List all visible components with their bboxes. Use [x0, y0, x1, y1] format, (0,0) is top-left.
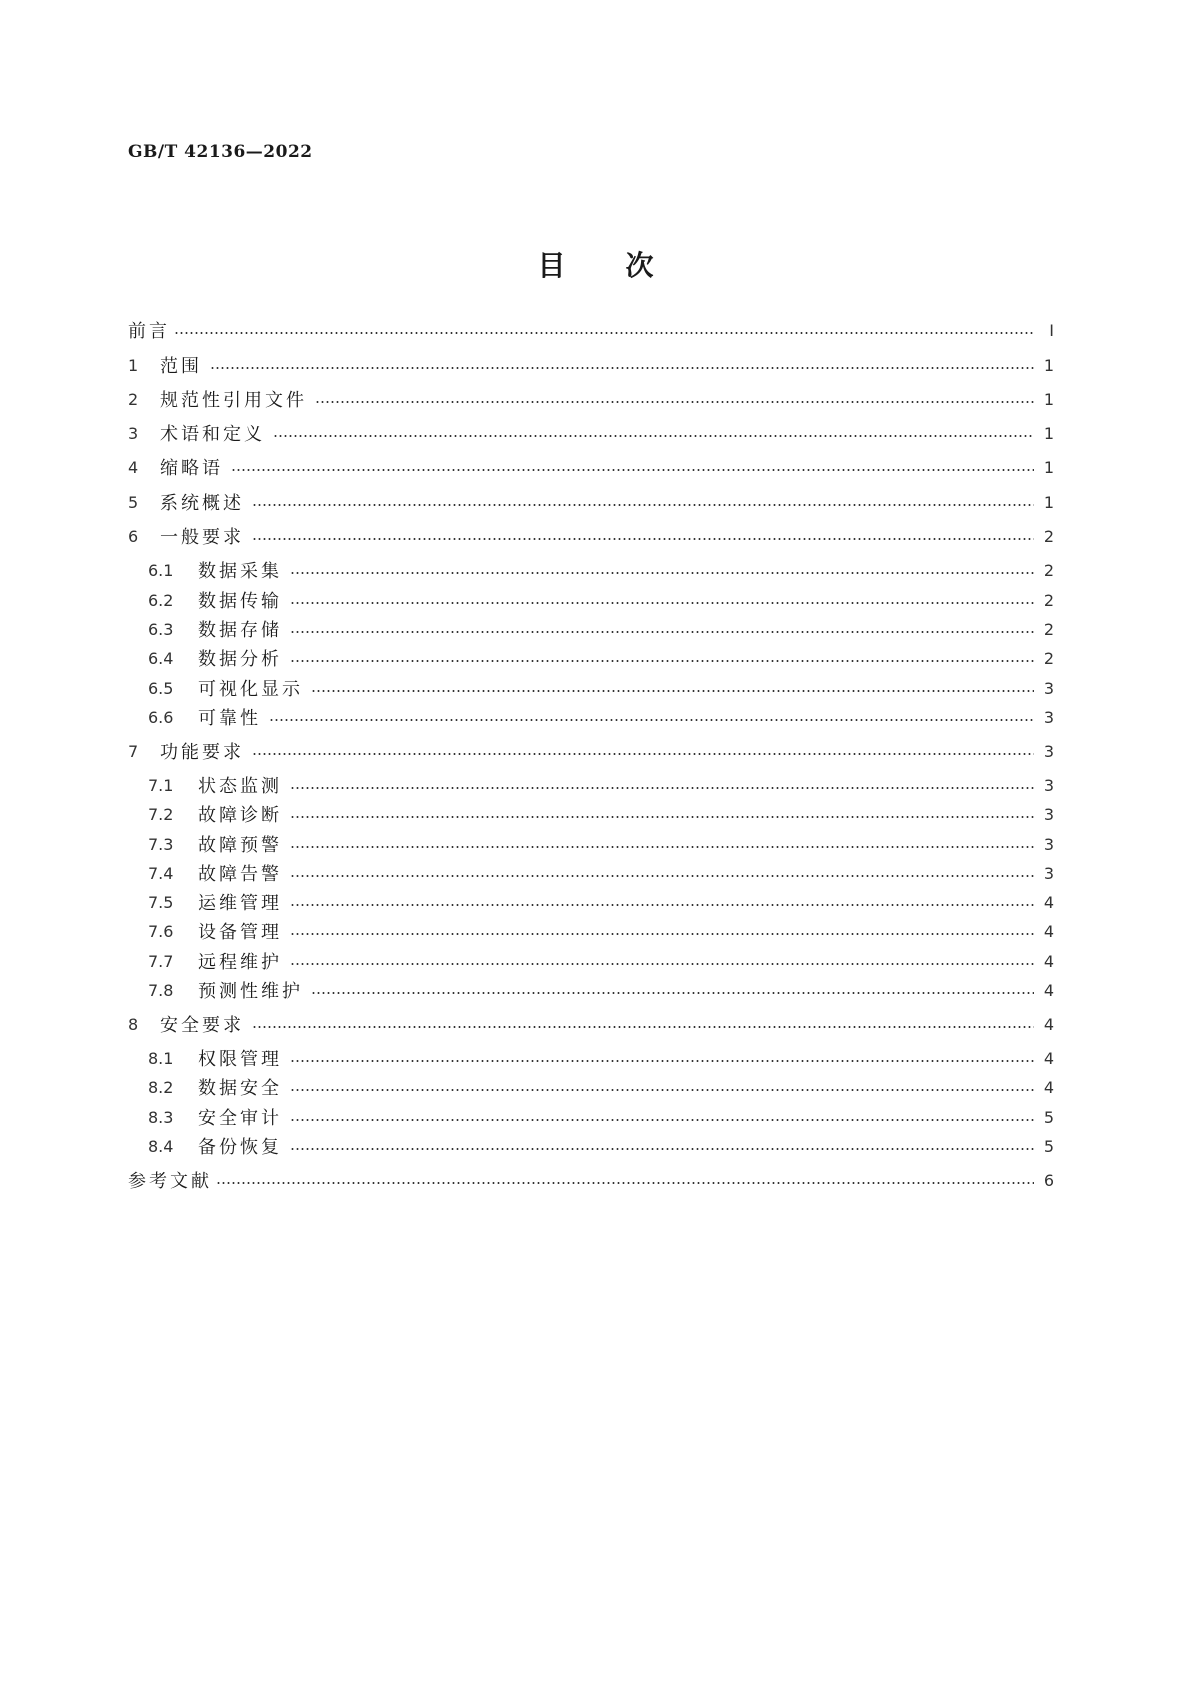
- toc-heading-right: 次: [625, 249, 654, 282]
- toc-entry-number: 8.3: [148, 1107, 174, 1127]
- dot-leader: [290, 1148, 1034, 1150]
- toc-heading: [0, 244, 1191, 284]
- toc-entry-number: 7.7: [148, 951, 174, 971]
- toc-entry-title: 功能要求: [160, 742, 244, 763]
- dot-leader: [290, 572, 1034, 574]
- toc-entry-page: 4: [1043, 1077, 1054, 1097]
- toc-entry-page: 1: [1043, 492, 1054, 512]
- toc-entry-title: 可视化显示: [198, 679, 303, 700]
- toc-entry-title: 安全要求: [160, 1015, 244, 1036]
- toc-entry[interactable]: [128, 420, 1054, 446]
- toc-subentry[interactable]: [148, 675, 1054, 701]
- dot-leader: [273, 435, 1034, 437]
- toc-entry-title: 术语和定义: [160, 424, 265, 445]
- toc-entry-page: 1: [1043, 423, 1054, 443]
- toc-subentry[interactable]: [148, 1074, 1054, 1100]
- dot-leader: [269, 719, 1034, 721]
- dot-leader: [290, 904, 1034, 906]
- toc-entry-title: 故障预警: [198, 835, 282, 856]
- toc-entry-title: 远程维护: [198, 952, 282, 973]
- toc-entry-page: 4: [1043, 1014, 1054, 1034]
- toc-entry[interactable]: [128, 454, 1054, 480]
- toc-entry-page: 2: [1043, 648, 1054, 668]
- toc-entry-title: 数据安全: [198, 1078, 282, 1099]
- toc-entry-number: 5: [128, 492, 139, 512]
- toc-entry-number: 6.4: [148, 648, 174, 668]
- toc-entry-number: 6.5: [148, 678, 174, 698]
- toc-entry-number: 8: [128, 1014, 139, 1034]
- toc-subentry[interactable]: [148, 1045, 1054, 1071]
- toc-entry-number: 7.2: [148, 804, 174, 824]
- toc-entry[interactable]: [128, 489, 1054, 515]
- toc-entry-title: 安全审计: [198, 1108, 282, 1129]
- toc-entry-page: 1: [1043, 389, 1054, 409]
- dot-leader: [231, 469, 1034, 471]
- dot-leader: [252, 538, 1034, 540]
- toc-subentry[interactable]: [148, 587, 1054, 613]
- toc-entry-page: 4: [1043, 921, 1054, 941]
- toc-entry-number: 6.3: [148, 619, 174, 639]
- toc-entry-page: 2: [1043, 590, 1054, 610]
- toc-entry[interactable]: [128, 352, 1054, 378]
- toc-entry-number: 7.8: [148, 980, 174, 1000]
- dot-leader: [290, 787, 1034, 789]
- dot-leader: [315, 401, 1034, 403]
- toc-entry-number: 6.2: [148, 590, 174, 610]
- toc-subentry[interactable]: [148, 948, 1054, 974]
- toc-entry-title: 权限管理: [198, 1049, 282, 1070]
- toc-entry-number: 8.2: [148, 1077, 174, 1097]
- toc-subentry[interactable]: [148, 704, 1054, 730]
- toc-entry-page: 1: [1043, 355, 1054, 375]
- toc-subentry[interactable]: [148, 860, 1054, 886]
- toc-entry-page: 2: [1043, 560, 1054, 580]
- toc-entry-page: 3: [1043, 804, 1054, 824]
- toc-entry-page: 1: [1043, 457, 1054, 477]
- dot-leader: [252, 1026, 1034, 1028]
- toc-entry-page: 4: [1043, 1048, 1054, 1068]
- toc-subentry[interactable]: [148, 977, 1054, 1003]
- toc-entry-title: 状态监测: [198, 776, 282, 797]
- toc-subentry[interactable]: [148, 1133, 1054, 1159]
- toc-entry[interactable]: [128, 1011, 1054, 1037]
- dot-leader: [290, 1060, 1034, 1062]
- toc-subentry[interactable]: [148, 1104, 1054, 1130]
- toc-entry[interactable]: [128, 523, 1054, 549]
- toc-entry-title: 范围: [160, 356, 202, 377]
- toc-entry-page: 3: [1043, 741, 1054, 761]
- dot-leader: [311, 690, 1034, 692]
- toc-entry-page: 3: [1043, 707, 1054, 727]
- toc-entry-number: 7.3: [148, 834, 174, 854]
- toc-subentry[interactable]: [148, 557, 1054, 583]
- dot-leader: [290, 933, 1034, 935]
- toc-subentry[interactable]: [148, 831, 1054, 857]
- toc-entry[interactable]: [128, 386, 1054, 412]
- toc-entry-page: 4: [1043, 980, 1054, 1000]
- dot-leader: [290, 660, 1034, 662]
- toc-entry-number: 3: [128, 423, 139, 443]
- toc-entry-foreword[interactable]: [128, 317, 1054, 343]
- toc-subentry[interactable]: [148, 616, 1054, 642]
- toc-entry-number: 6.1: [148, 560, 174, 580]
- dot-leader: [252, 753, 1034, 755]
- toc-entry-page: 3: [1043, 863, 1054, 883]
- toc-entry-title: 数据传输: [198, 591, 282, 612]
- dot-leader: [290, 631, 1034, 633]
- toc-entry-page: Ⅰ: [1049, 320, 1054, 340]
- toc-entry-page: 4: [1043, 892, 1054, 912]
- toc-entry-title: 预测性维护: [198, 981, 303, 1002]
- toc-entry-title: 数据存储: [198, 620, 282, 641]
- toc-entry-title: 前言: [128, 321, 170, 342]
- toc-entry-title: 设备管理: [198, 922, 282, 943]
- toc-entry-number: 2: [128, 389, 139, 409]
- toc-entry-title: 规范性引用文件: [160, 390, 307, 411]
- dot-leader: [252, 504, 1034, 506]
- dot-leader: [174, 332, 1034, 334]
- toc-entry-number: 7: [128, 741, 139, 761]
- toc-entry-number: 7.4: [148, 863, 174, 883]
- dot-leader: [290, 1119, 1034, 1121]
- toc-heading-left: 目: [537, 249, 566, 282]
- toc-entry-number: 7.5: [148, 892, 174, 912]
- toc-subentry[interactable]: [148, 645, 1054, 671]
- toc-entry-number: 6: [128, 526, 139, 546]
- toc-entry-bibliography[interactable]: [128, 1167, 1054, 1193]
- toc-entry[interactable]: [128, 738, 1054, 764]
- toc-entry-page: 3: [1043, 834, 1054, 854]
- dot-leader: [290, 963, 1034, 965]
- toc-subentry[interactable]: [148, 801, 1054, 827]
- toc-entry-title: 可靠性: [198, 708, 261, 729]
- toc-entry-title: 一般要求: [160, 527, 244, 548]
- toc-entry-number: 4: [128, 457, 139, 477]
- dot-leader: [290, 602, 1034, 604]
- toc-entry-number: 7.6: [148, 921, 174, 941]
- toc-entry-page: 3: [1043, 775, 1054, 795]
- dot-leader: [290, 1089, 1034, 1091]
- toc-entry-title: 数据分析: [198, 649, 282, 670]
- toc-subentry[interactable]: [148, 918, 1054, 944]
- dot-leader: [290, 816, 1034, 818]
- dot-leader: [290, 846, 1034, 848]
- toc-entry-page: 4: [1043, 951, 1054, 971]
- toc-entry-title: 系统概述: [160, 493, 244, 514]
- toc-subentry[interactable]: [148, 772, 1054, 798]
- toc-entry-number: 6.6: [148, 707, 174, 727]
- toc-entry-number: 8.4: [148, 1136, 174, 1156]
- dot-leader: [311, 992, 1034, 994]
- toc-entry-number: 8.1: [148, 1048, 174, 1068]
- dot-leader: [290, 875, 1034, 877]
- toc-entry-number: 1: [128, 355, 139, 375]
- toc-entry-page: 3: [1043, 678, 1054, 698]
- toc-entry-page: 2: [1043, 526, 1054, 546]
- toc-entry-title: 备份恢复: [198, 1137, 282, 1158]
- toc-entry-page: 2: [1043, 619, 1054, 639]
- standard-code: GB/T 42136—2022: [128, 142, 313, 162]
- toc-entry-number: 7.1: [148, 775, 174, 795]
- toc-entry-title: 故障告警: [198, 864, 282, 885]
- toc-entry-title: 故障诊断: [198, 805, 282, 826]
- dot-leader: [216, 1182, 1034, 1184]
- toc-entry-page: 5: [1043, 1136, 1054, 1156]
- dot-leader: [210, 367, 1034, 369]
- toc-entry-page: 5: [1043, 1107, 1054, 1127]
- toc-subentry[interactable]: [148, 889, 1054, 915]
- toc-entry-title: 参考文献: [128, 1171, 212, 1192]
- toc-entry-page: 6: [1043, 1170, 1054, 1190]
- toc-entry-title: 运维管理: [198, 893, 282, 914]
- toc-entry-title: 缩略语: [160, 458, 223, 479]
- toc-entry-title: 数据采集: [198, 561, 282, 582]
